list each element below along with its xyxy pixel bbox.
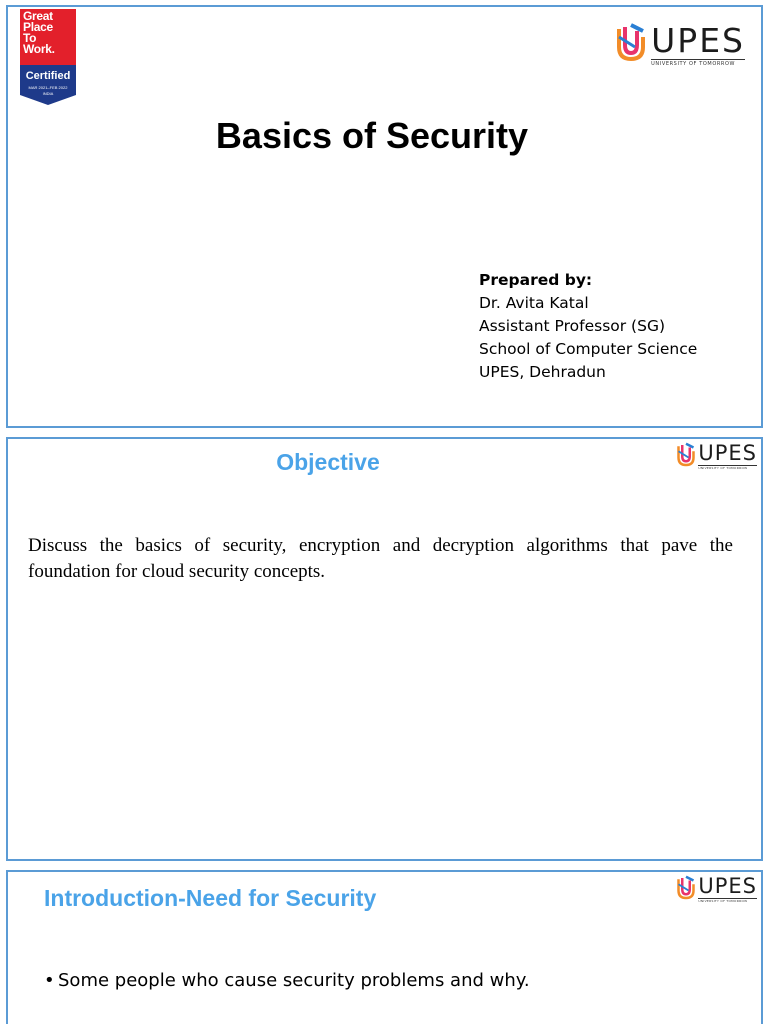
upes-tagline: UNIVERSITY OF TOMORROW (698, 898, 757, 903)
upes-logo (676, 442, 757, 470)
badge-line: Great (23, 9, 53, 23)
upes-logo (676, 875, 757, 903)
slide-title-heading: Basics of Security (215, 115, 529, 156)
objective-heading: Objective (276, 449, 380, 475)
badge-certified: Certified (25, 70, 71, 82)
upes-logo (615, 23, 745, 68)
author-university: UPES, Dehradun (479, 363, 606, 381)
upes-mark-icon (676, 442, 696, 468)
author-position: Assistant Professor (SG) (479, 317, 665, 335)
badge-header (20, 9, 76, 65)
slide-title (6, 5, 763, 428)
badge-dates: MAR 2021–FEB 2022 (28, 85, 68, 90)
upes-wordmark: UPES (698, 441, 757, 465)
prepared-by-block (479, 269, 697, 384)
great-place-to-work-badge (20, 9, 76, 105)
badge-line: Work. (23, 42, 55, 56)
upes-mark-icon (615, 23, 647, 63)
prepared-by-heading: Prepared by: (479, 271, 593, 289)
slide-objective (6, 437, 763, 861)
author-name: Dr. Avita Katal (479, 294, 589, 312)
author-school: School of Computer Science (479, 340, 698, 358)
badge-line: Place (23, 20, 53, 34)
bullet-list (44, 969, 530, 993)
badge-country: INDIA (42, 91, 54, 96)
bullet-icon: • (44, 970, 55, 991)
list-item (44, 969, 530, 993)
upes-tagline: UNIVERSITY OF TOMORROW (651, 59, 745, 68)
upes-wordmark: UPES (698, 874, 757, 898)
introduction-heading: Introduction-Need for Security (44, 885, 377, 911)
upes-mark-icon (676, 875, 696, 901)
upes-tagline: UNIVERSITY OF TOMORROW (698, 465, 757, 470)
list-item-text: Some people who cause security problems and why. (58, 970, 530, 991)
upes-wordmark: UPES (651, 21, 745, 60)
slide-introduction (6, 870, 763, 1024)
badge-line: To (23, 31, 37, 45)
objective-text: Discuss the basics of security, encryption and decryption algorithms that pave the foundation for cloud security concepts. (28, 535, 733, 582)
